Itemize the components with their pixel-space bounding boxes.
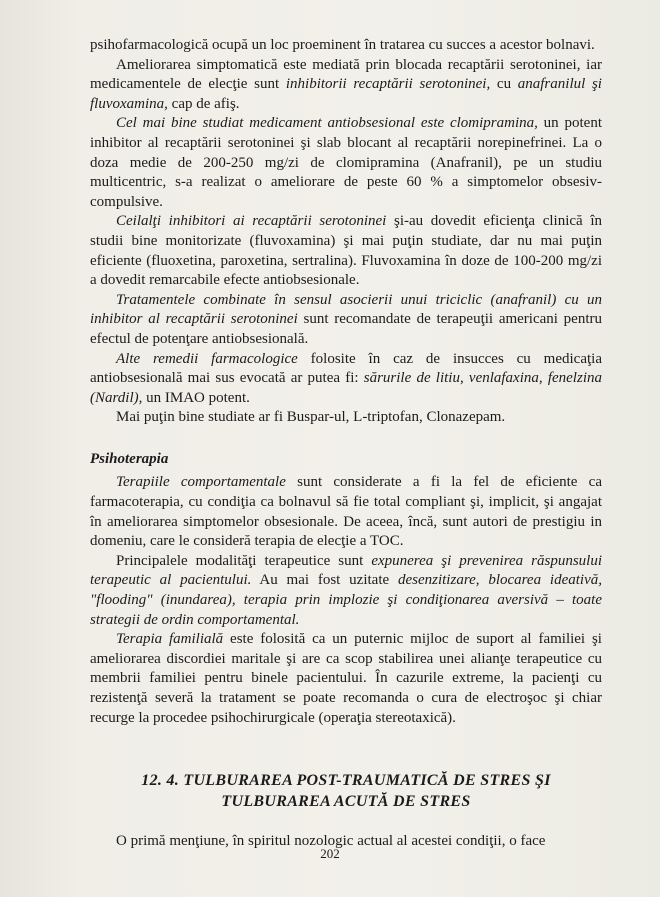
italic-text: Terapia familială bbox=[116, 631, 224, 648]
text-run: Au mai fost uzitate bbox=[251, 572, 398, 589]
psychotherapy-section bbox=[90, 473, 602, 728]
paragraph bbox=[90, 212, 602, 290]
pharmacotherapy-section bbox=[90, 36, 602, 428]
chapter-title bbox=[90, 770, 602, 812]
text-run: Principalele modalităţi terapeutice sunt bbox=[116, 552, 372, 569]
text-run: Mai puţin bine studiate ar fi Buspar-ul, L-triptofan, Clonazepam. bbox=[116, 409, 506, 426]
paragraph bbox=[90, 36, 602, 56]
text-run: psihofarmacologică ocupă un loc proeminent în tratarea cu succes a acestor bolnavi. bbox=[90, 37, 595, 53]
text-run: Ameliorarea simptomatică este mediată prin blocada recaptării serotoninei, iar medicamentele de elecţie sunt bbox=[90, 56, 602, 93]
chapter-title-line1: 12. 4. TULBURAREA POST-TRAUMATICĂ DE STRES ŞI bbox=[141, 772, 551, 790]
text-run: un IMAO potent. bbox=[142, 389, 250, 406]
italic-text: Tratamentele combinate în sensul asocierii unui triciclic (anafranil) cu un inhibitor al recaptării serotoninei bbox=[90, 291, 602, 328]
italic-text: Ceilalţi inhibitori ai recaptării serotoninei bbox=[116, 213, 387, 230]
italic-text: desenzitizare, blocarea ideativă, "flooding" (inundarea), terapia prin implozie şi condiţionarea aversivă – toate strategii de ordin comportamental. bbox=[90, 572, 602, 628]
page-number: 202 bbox=[320, 846, 340, 861]
text-run: cu bbox=[490, 76, 518, 93]
text-run: sunt recomandate de terapeuţii americani pentru efectul de potenţare antiobsesională. bbox=[90, 311, 603, 347]
paragraph bbox=[90, 291, 602, 350]
text-run: sunt considerate a fi la fel de eficiente ca farmacoterapia, cu condiţia ca bolnavul să fie total compliant şi, implicit, şi angajat în ameliorarea simptomelor obsesionale. De aceea, încă, sunt autori de prestigiu in domeniu, care le consideră terapia de elecţie a TOC. bbox=[90, 474, 602, 550]
paragraph bbox=[90, 630, 602, 728]
text-run: cap de afiş. bbox=[167, 95, 240, 112]
italic-text: Alte remedii farmacologice bbox=[116, 350, 298, 367]
paragraph bbox=[90, 56, 602, 115]
text-run: un potent inhibitor al recaptării serotoninei şi slab blocant al recaptării norepinefrinei. La o doza medie de 200-250 mg/zi de clomipramina (Anafranil), pe un studiu multicentric, s-a realizat o ameliorare de peste 60 % a simptomelor obsesiv-compulsive. bbox=[90, 115, 602, 210]
paragraph bbox=[90, 350, 602, 409]
italic-text: expunerea şi prevenirea răspunsului terapeutic al pacientului. bbox=[90, 552, 603, 589]
chapter-title-line2: TULBURAREA ACUTĂ DE STRES bbox=[221, 793, 471, 811]
section-subheading: Psihoterapia bbox=[90, 450, 169, 467]
italic-text: Cel mai bine studiat medicament antiobsesional este clomipramina, bbox=[116, 115, 538, 132]
italic-text: anafranilul şi fluvoxamina, bbox=[90, 76, 602, 112]
italic-text: sărurile de litiu, venlafaxina, fenelzina (Nardil), bbox=[90, 370, 602, 406]
paragraph bbox=[90, 473, 602, 551]
text-run: folosite în caz de insucces cu medicaţia antiobsesională mai sus evocată ar putea fi: bbox=[90, 350, 602, 387]
chapter-intro-paragraph: O primă menţiune, în spiritul nozologic actual al acestei condiţii, o face bbox=[116, 833, 546, 850]
text-run: este folosită ca un puternic mijloc de suport al familiei şi ameliorarea discordiei maritale şi are ca scop stabilirea unei alianţe terapeutice cu membrii familiei pentru binele pacientului. În cazurile extreme, la pacienţi cu rezistenţă severă la tratament se poate recomanda o cura de electroşoc şi chiar recurge la procedee psihochirurgicale (operaţia stereotaxică). bbox=[90, 631, 602, 726]
paragraph bbox=[90, 408, 602, 428]
paragraph bbox=[90, 552, 602, 630]
paragraph bbox=[90, 114, 602, 212]
text-run: şi-au dovedit eficienţa clinică în studii bine monitorizate (fluvoxamina) şi mai puţin studiate, dar nu mai puţin eficiente (fluoxetina, paroxetina, sertralina). Fluvoxamina în doze de 100-200 mg/zi a dovedit remarcabile efecte antiobsesionale. bbox=[90, 213, 603, 289]
italic-text: Terapiile comportamentale bbox=[116, 474, 286, 491]
italic-text: inhibitorii recaptării serotoninei, bbox=[285, 76, 491, 93]
